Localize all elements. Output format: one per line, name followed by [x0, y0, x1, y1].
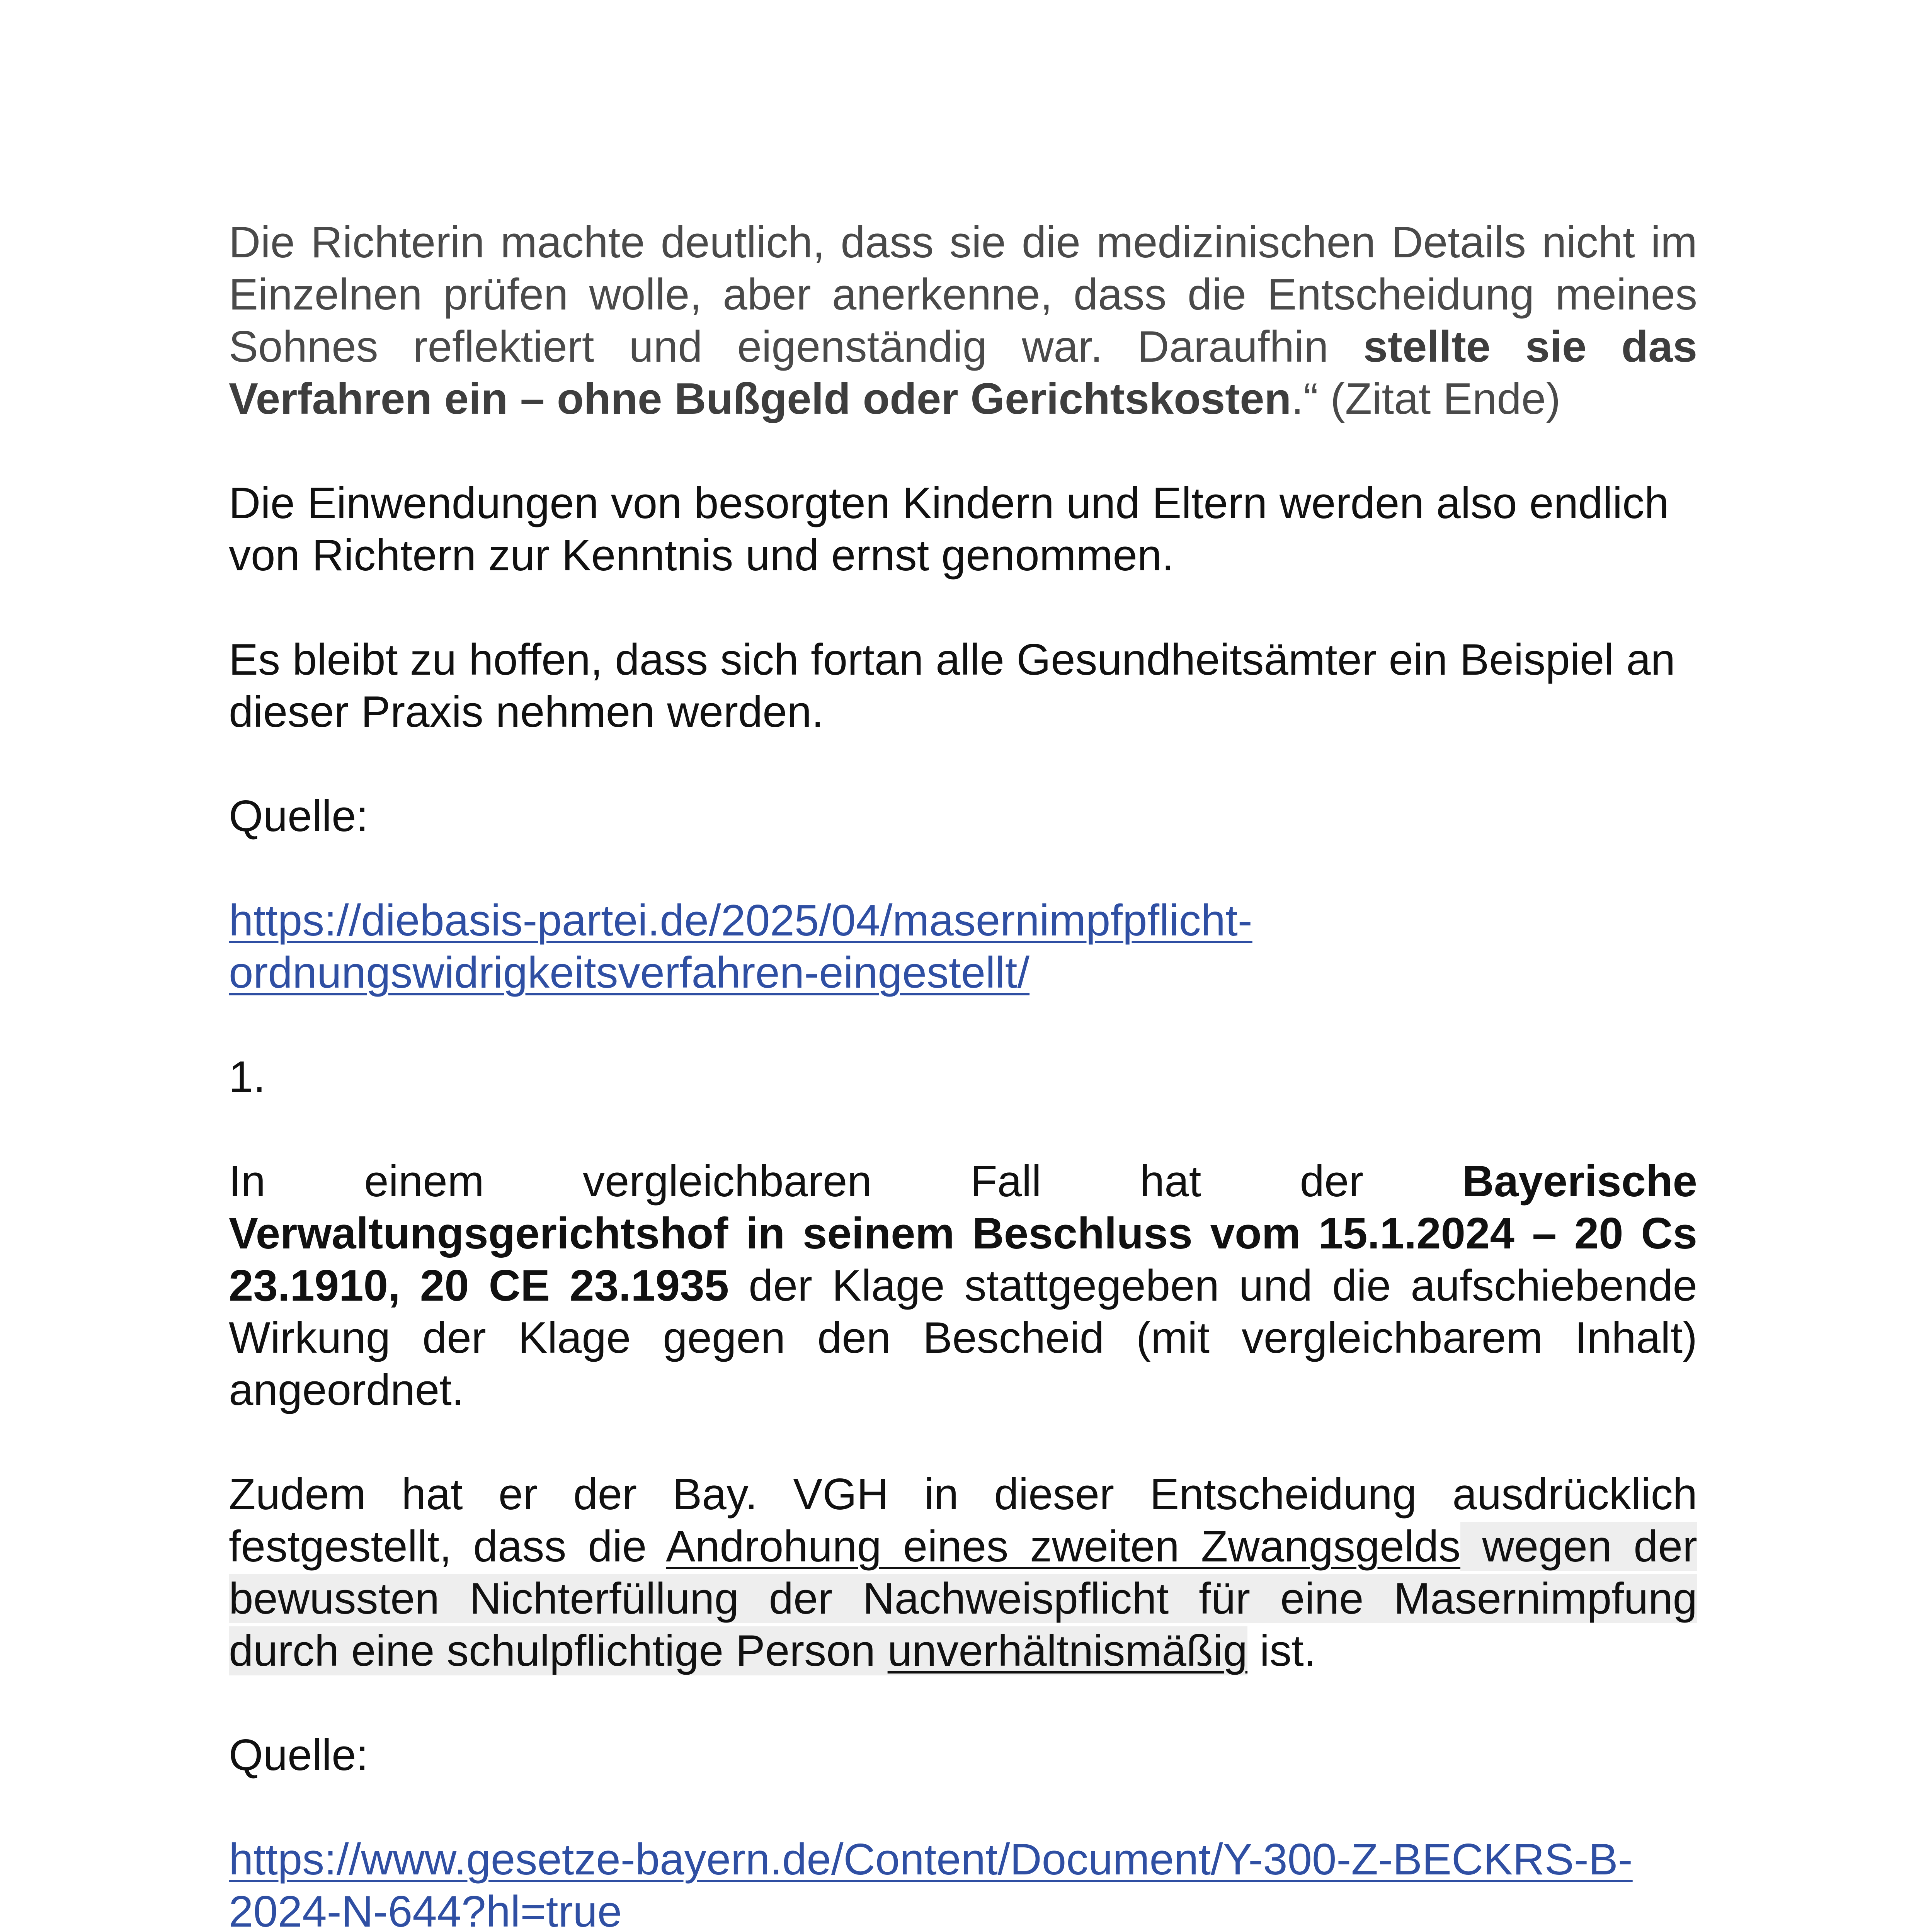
word: einem: [364, 1157, 484, 1206]
word: Fall: [970, 1157, 1041, 1206]
underlined-phrase: unverhältnismäßig: [887, 1626, 1248, 1675]
source-label: Quelle:: [229, 1731, 369, 1780]
paragraph-objections: Die Einwendungen von besorgten Kindern und Eltern werden also endlich von Richtern zur Kenntnis und ernst genommen.: [229, 479, 1669, 580]
source-link-block: [229, 1833, 1697, 1932]
source-label: Quelle:: [229, 792, 369, 841]
bold-phrase: stellte sie das Verfahren ein – ohne Bußgeld oder Gerichtskosten: [229, 322, 1697, 423]
source-link-diebasis-line2[interactable]: ordnungswidrigkeitsverfahren-eingestellt/: [229, 948, 1030, 997]
list-number: 1.: [229, 1053, 266, 1102]
source-link-gesetze-line1[interactable]: https://www.gesetze-bayern.de/Content/Document/Y-300-Z-BECKRS-B-: [229, 1835, 1633, 1884]
bold-citation: Verwaltungsgerichtshof in seinem Beschluss vom 15.1.2024 – 20 Cs 23.1910, 20 CE 23.1935: [229, 1209, 1697, 1310]
word: In: [229, 1157, 266, 1206]
paragraph-hope: Es bleibt zu hoffen, dass sich fortan alle Gesundheitsämter ein Beispiel an dieser Praxis nehmen werden.: [229, 635, 1676, 736]
word: hat: [1140, 1157, 1201, 1206]
word: der: [1300, 1157, 1364, 1206]
word: vergleichbaren: [582, 1157, 872, 1206]
paragraph-text: Die Richterin machte deutlich, dass sie die medizinischen Details nicht im Einzelnen prüfen wolle, aber anerkenne, dass die Entscheidung meines Sohnes reflektiert und eigenständig war. Daraufhin: [229, 218, 1697, 371]
word-bold: Bayerische: [1462, 1157, 1697, 1206]
underlined-phrase: Androhung eines zweiten Zwangsgelds: [666, 1522, 1461, 1571]
paragraph-text: Zudem hat er der Bay. VGH in dieser Entscheidung ausdrücklich festgestellt, dass die: [229, 1470, 1697, 1571]
paragraph-continuation: [229, 1208, 1697, 1416]
paragraph-tail: .“ (Zitat Ende): [1291, 374, 1561, 423]
source-link-diebasis-line1[interactable]: https://diebasis-partei.de/2025/04/masernimpfpflicht-: [229, 896, 1252, 945]
paragraph-disproportionate: [229, 1468, 1697, 1677]
source-link-gesetze-line2[interactable]: 2024-N-644?hl=true: [229, 1887, 622, 1932]
page-body: [229, 216, 1697, 1932]
spread-line: [229, 1155, 1697, 1208]
shaded-phrase: wegen der bewussten Nichterfüllung der Nachweispflicht für eine Masernimpfung durch eine schulpflichtige Person: [229, 1522, 1697, 1675]
source-link-block: [229, 895, 1697, 999]
paragraph-bavarian-court: [229, 1155, 1697, 1416]
paragraph-tail: der Klage stattgegeben und die aufschiebende Wirkung der Klage gegen den Bescheid (mit vergleichbarem Inhalt) angeordnet.: [229, 1261, 1697, 1415]
paragraph-court-quote-end: [229, 216, 1697, 425]
paragraph-tail: ist.: [1247, 1626, 1316, 1675]
